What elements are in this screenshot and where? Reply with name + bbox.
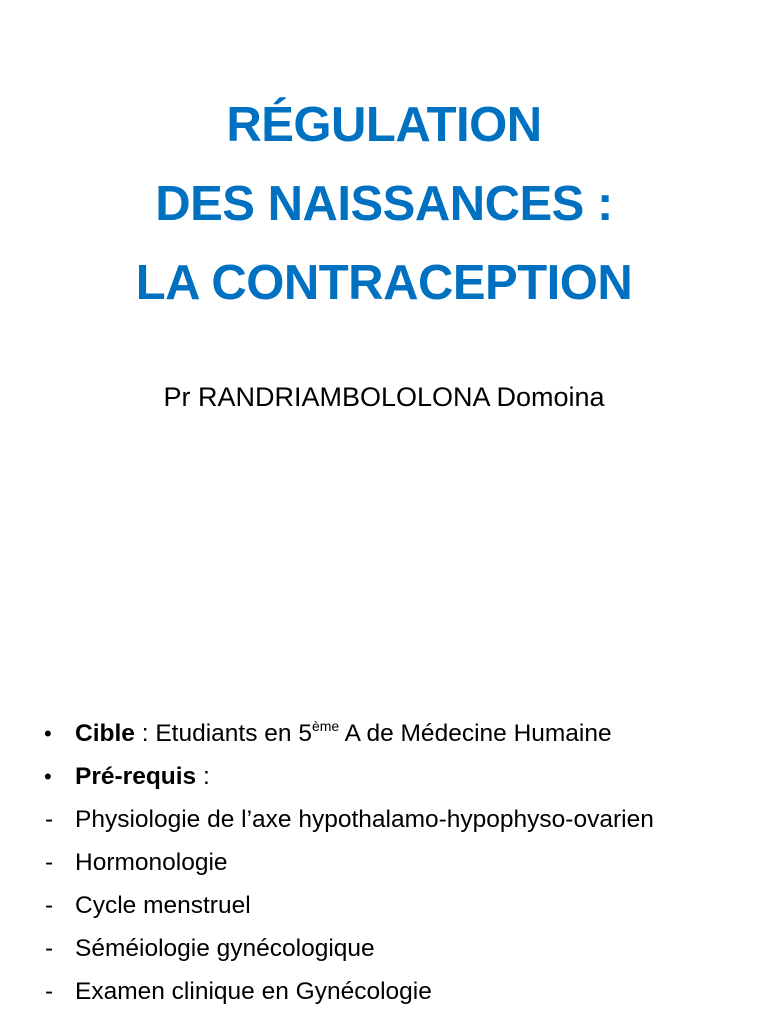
- prerequisite-text: Examen clinique en Gynécologie: [75, 978, 432, 1005]
- prerequisite-item: [42, 970, 754, 1013]
- dash-marker: -: [45, 935, 54, 962]
- slide-title: [0, 86, 768, 323]
- target-superscript: ème: [311, 718, 340, 734]
- dash-marker: -: [45, 849, 54, 876]
- title-line-1: RÉGULATION: [226, 98, 542, 152]
- author-name: Pr RANDRIAMBOLOLONA Domoina: [163, 382, 605, 412]
- prerequisites-colon: :: [196, 763, 210, 790]
- prerequisite-text: Séméiologie gynécologique: [75, 935, 375, 962]
- title-line-3: LA CONTRACEPTION: [135, 256, 633, 310]
- prerequisites-heading-item: [42, 755, 754, 798]
- prerequisite-item: [42, 927, 754, 970]
- bullet-icon: •: [44, 764, 52, 789]
- target-text-prefix: : Etudiants en 5: [134, 720, 312, 747]
- title-line-2: DES NAISSANCES :: [155, 177, 613, 231]
- target-label: Cible: [75, 720, 135, 747]
- dash-marker: -: [45, 978, 54, 1005]
- prerequisite-text: Cycle menstruel: [75, 892, 251, 919]
- prerequisites-label: Pré-requis: [75, 763, 197, 790]
- prerequisite-text: Hormonologie: [75, 849, 228, 876]
- target-text-suffix: A de Médecine Humaine: [339, 720, 612, 747]
- dash-marker: -: [45, 806, 54, 833]
- target-audience-item: [42, 712, 754, 755]
- prerequisite-text: Physiologie de l’axe hypothalamo-hypophyso-ovarien: [75, 806, 654, 833]
- prerequisite-item: [42, 841, 754, 884]
- prerequisite-item: [42, 884, 754, 927]
- course-info-list: [42, 712, 754, 1013]
- bullet-icon: •: [44, 721, 52, 746]
- prerequisite-item: [42, 798, 754, 841]
- dash-marker: -: [45, 892, 54, 919]
